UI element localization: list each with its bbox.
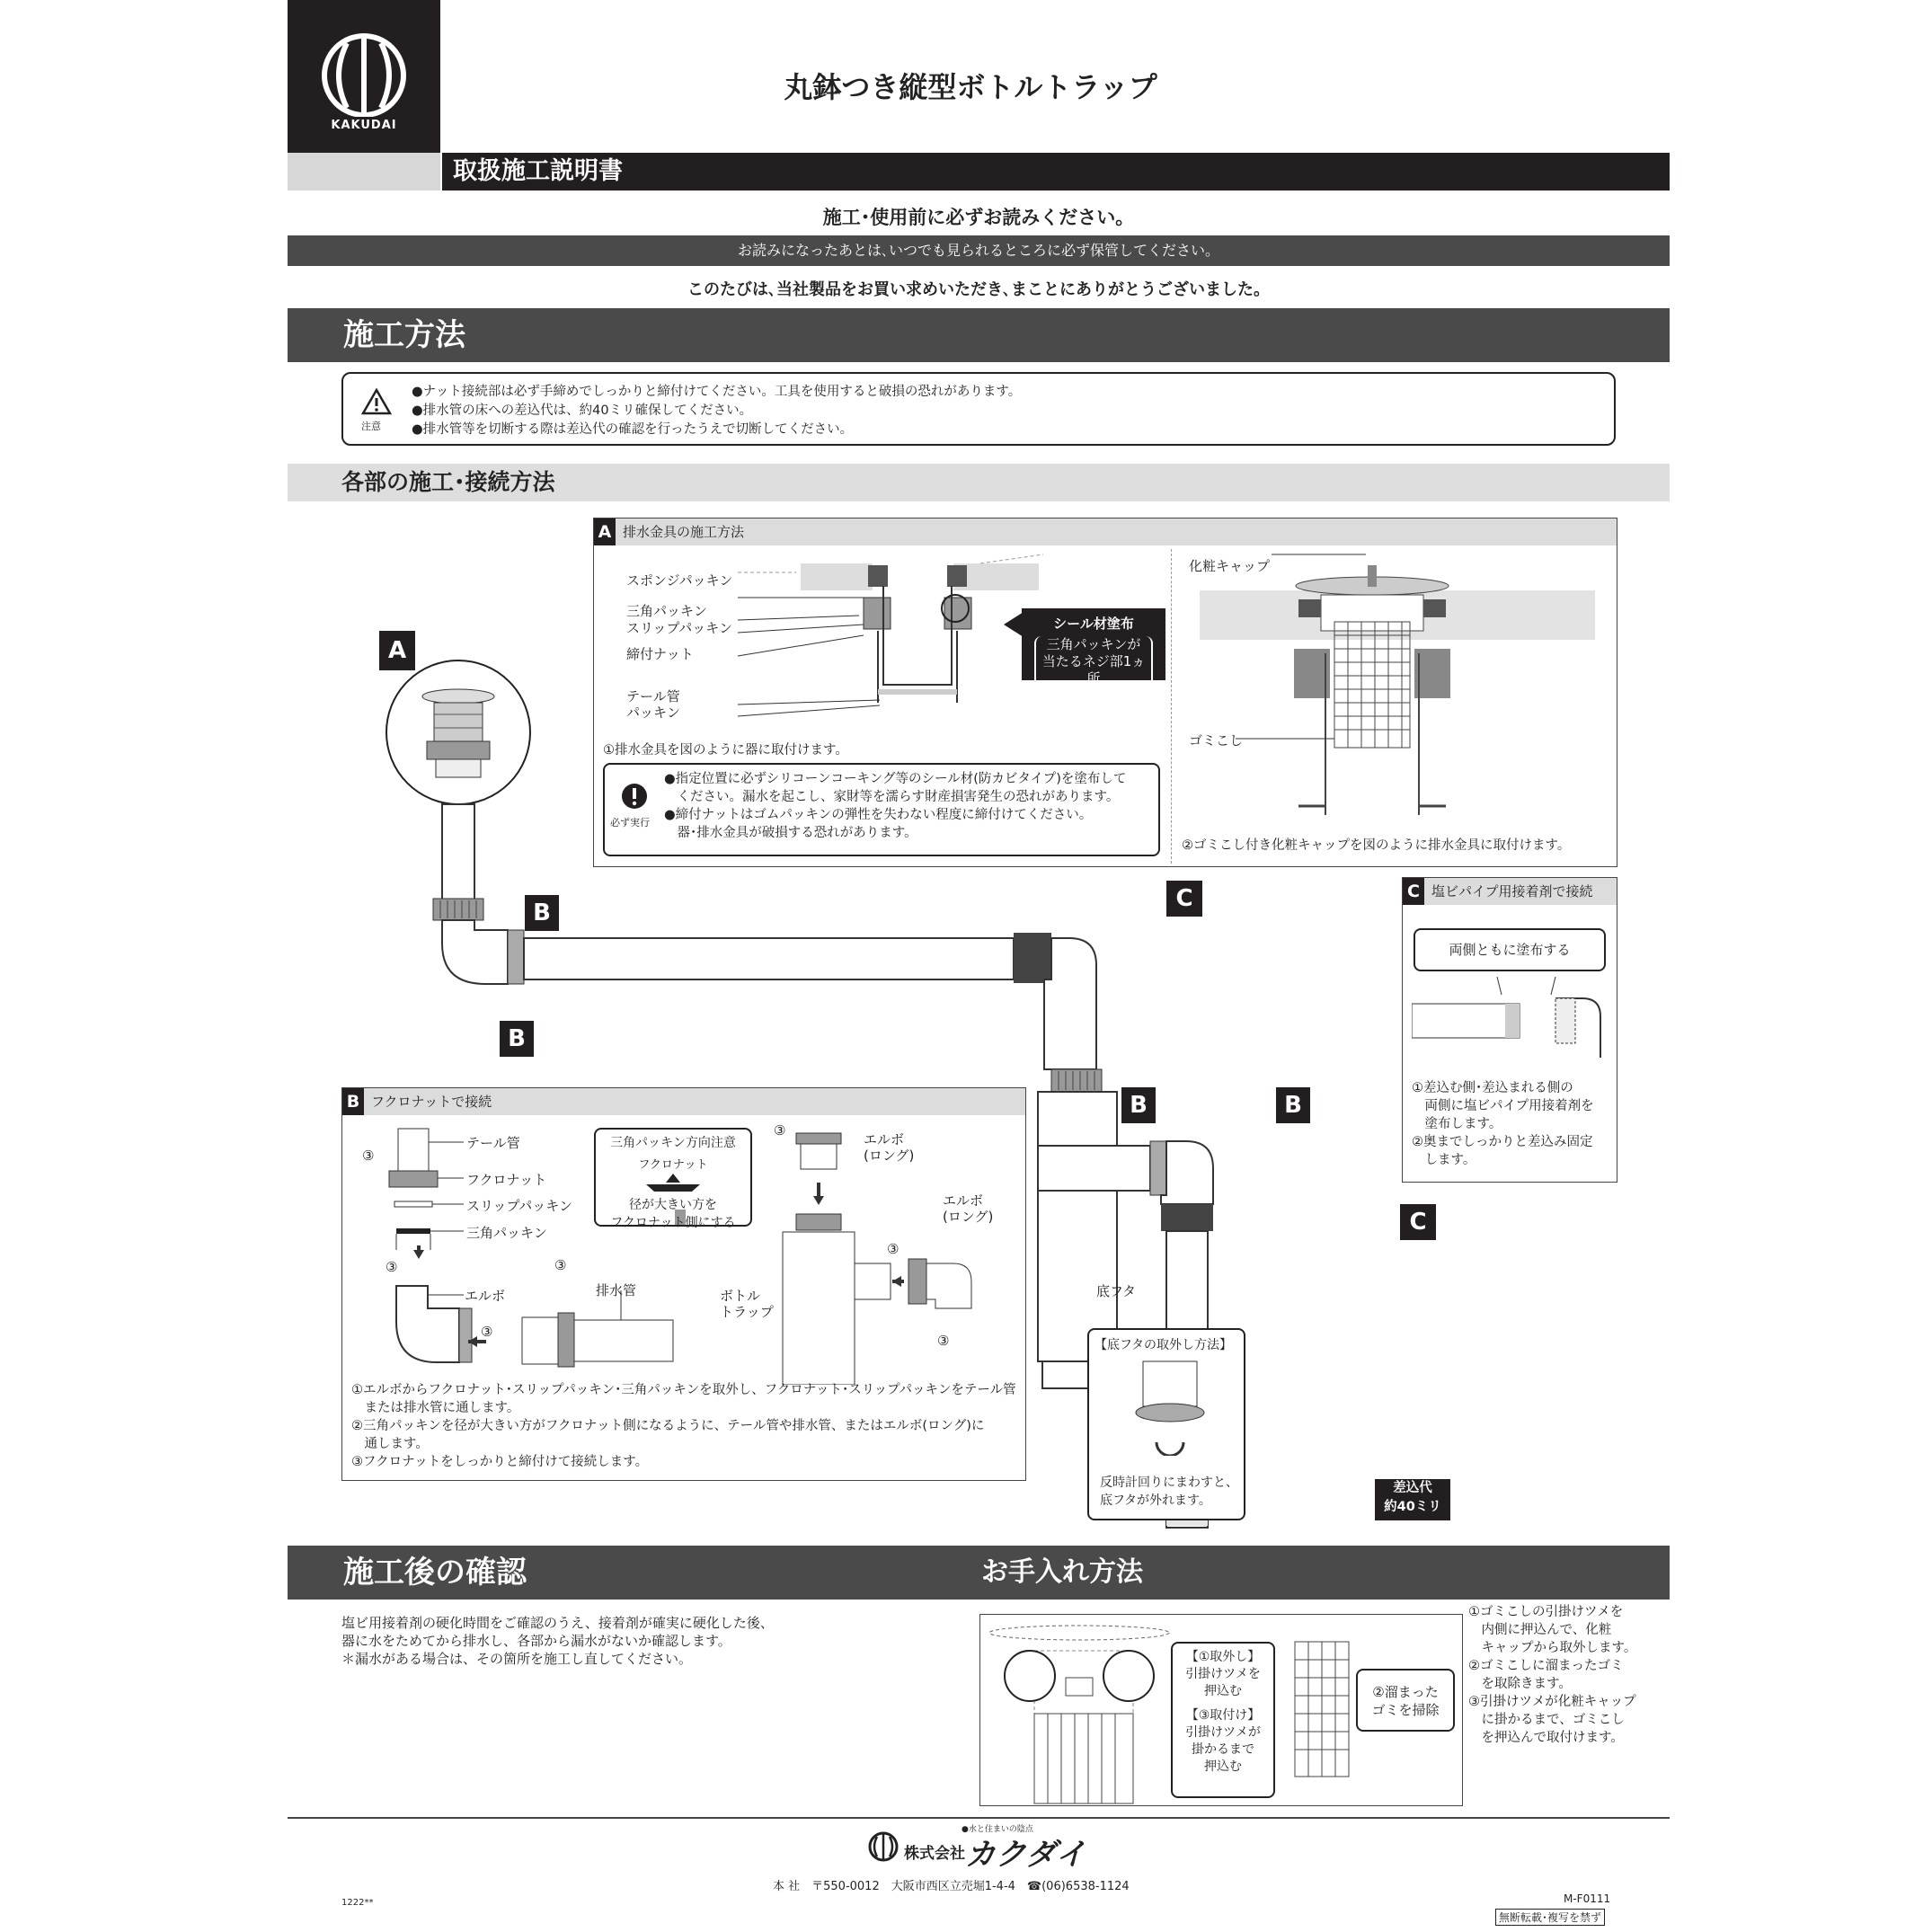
label-elbow-long: エルボ [864, 1131, 905, 1148]
care-note: に掛かるまで、ゴミこし [1468, 1713, 1625, 1727]
keep-notice: お読みになったあとは､いつでも見られるところに必ず保管してください。 [288, 235, 1670, 266]
seal-callout-line: 三角パッキンが [1046, 636, 1141, 652]
seal-callout-title: シール材塗布 [1053, 616, 1134, 632]
care-note: 内側に押込んで、化粧 [1468, 1623, 1612, 1637]
remove-attach-box [1171, 1642, 1275, 1798]
panel-c-note: ①差込む側･差込まれる側の [1412, 1081, 1573, 1095]
must-do-line: ●指定位置に必ずシリコーンコーキング等のシール材(防カビタイプ)を塗布して [664, 772, 1127, 786]
seal-callout-line: 当たるネジ部1ヵ所 [1041, 653, 1146, 687]
warning-icon [361, 388, 392, 415]
kakudai-logo [288, 0, 440, 153]
care-diagram-box [979, 1614, 1463, 1806]
panel-c-title: 塩ビパイプ用接着剤で接続 [1431, 883, 1593, 900]
care-note: キャップから取外します。 [1468, 1641, 1637, 1655]
panel-b-note: または排水管に通します。 [351, 1401, 520, 1415]
panel-c-note: します。 [1412, 1153, 1476, 1167]
panel-b-note: ②三角パッキンを径が大きい方がフクロナット側になるように、テール管や排水管、またはエルボ(ロング)に [351, 1419, 985, 1433]
label-drain-pipe: 排水管 [596, 1282, 637, 1298]
label-elbow-long: (ロング) [943, 1209, 994, 1225]
remove-line: 押込む [1204, 1684, 1242, 1698]
panel-b-note: ①エルボからフクロナット･スリップパッキン･三角パッキンを取外し、フクロナット･スリップパッキンをテール管 [351, 1383, 1016, 1397]
panel-a-title: 排水金具の施工方法 [623, 524, 745, 540]
step-mark: ③ [481, 1324, 493, 1340]
care-note: ②ゴミこしに溜まったゴミ [1468, 1659, 1624, 1673]
caution-line: ●排水管の床への差込代は、約40ミリ確保してください。 [412, 403, 753, 418]
insert-length-line: 約40ミリ [1384, 1500, 1441, 1514]
label-union-nut: フクロナット [466, 1172, 547, 1188]
footer-address: 本 社 〒550-0012 大阪市西区立売堀1-4-4 ☎(06)6538-1124 [773, 1880, 1130, 1893]
label-sponge-packing: スポンジパッキン [626, 572, 733, 589]
footer-tagline: ●水と住まいの陰点 [962, 1825, 1033, 1834]
care-heading: お手入れ方法 [981, 1556, 1143, 1588]
remove-title: 【①取外し】 [1185, 1650, 1261, 1664]
remove-line: 引掛けツメを [1185, 1667, 1261, 1681]
label-slip-packing: スリップパッキン [626, 620, 733, 636]
must-do-line: ●締付ナットはゴムパッキンの弾性を失わない程度に締付けてください。 [664, 808, 1093, 822]
footer-revision: 1222** [341, 1898, 374, 1908]
step-mark: ③ [937, 1333, 950, 1349]
attach-line: 押込む [1204, 1759, 1242, 1774]
tag-c-marker: C [1400, 1204, 1436, 1240]
attach-title: 【③取付け】 [1185, 1708, 1261, 1723]
direction-nut: フクロナット [638, 1158, 708, 1172]
footer-code: M-F0111 [1564, 1892, 1611, 1905]
panel-b-title: フクロナットで接続 [371, 1094, 492, 1110]
label-tail-pipe: テール管 [626, 688, 680, 705]
step-mark: ③ [887, 1241, 900, 1257]
tag-c-marker: C [1166, 881, 1202, 917]
trash-line: ゴミを掃除 [1371, 1702, 1440, 1718]
attach-line: 引掛けツメが [1185, 1725, 1261, 1740]
install-heading: 施工方法 [288, 308, 1670, 362]
panel-b-note: ③フクロナットをしっかりと締付けて接続します。 [351, 1455, 649, 1469]
attach-line: 掛かるまで [1192, 1742, 1254, 1757]
panel-a-step-1: ①排水金具を図のように器に取付けます。 [603, 743, 848, 758]
care-note: を押込んで取付けます。 [1468, 1731, 1624, 1745]
step-mark: ③ [386, 1259, 398, 1275]
panel-c [1402, 877, 1617, 1183]
label-tightening-nut: 締付ナット [626, 646, 694, 662]
tag-b-marker: B [525, 895, 559, 931]
direction-line: フクロナット側にする [610, 1216, 736, 1230]
panel-b-note: 通します。 [351, 1437, 429, 1451]
footer-copyright: 無断転載･複写を禁ず [1495, 1909, 1605, 1926]
footer-divider [288, 1817, 1670, 1819]
panel-b-letter: B [342, 1088, 364, 1115]
tag-b-marker: B [500, 1021, 534, 1057]
label-triangle-packing: 三角パッキン [626, 603, 707, 619]
read-before-notice: 施工･使用前に必ずお読みください。 [822, 207, 1135, 228]
tag-a-marker: A [379, 631, 415, 670]
must-do-label: 必ず実行 [610, 817, 650, 829]
triangle-packing-icon [646, 1184, 700, 1192]
label-bottom-cap: 底フタ [1096, 1283, 1136, 1299]
callout-both-sides: 両側ともに塗布する [1414, 928, 1606, 971]
panel-c-note: 両側に塩ビパイプ用接着剤を [1412, 1099, 1594, 1113]
page-title: 丸鉢つき縦型ボトルトラップ [784, 70, 1157, 104]
insert-length-tag [1375, 1479, 1450, 1520]
label-tail-pipe: テール管 [466, 1135, 520, 1151]
panel-a-letter: A [594, 518, 616, 545]
step-mark: ③ [362, 1148, 375, 1164]
label-tail-packing: パッキン [626, 705, 680, 721]
clean-trash-box [1356, 1669, 1455, 1732]
insert-length-line: 差込代 [1393, 1481, 1432, 1495]
caution-line: ●ナット接続部は必ず手締めでしっかりと締付けてください。工具を使用すると破損の恐れがあります。 [412, 385, 1022, 399]
footer-company: カクダイ [965, 1837, 1086, 1873]
thanks-message: このたびは､当社製品をお買い求めいただき､まことにありがとうございました。 [687, 280, 1270, 299]
header-strip [288, 153, 440, 191]
doc-type-bar: 取扱施工説明書 [442, 153, 1670, 191]
care-note: を取除きます。 [1468, 1677, 1572, 1691]
label-strainer: ゴミこし [1189, 732, 1244, 749]
panel-c-note: 塗布します。 [1412, 1117, 1502, 1131]
step-mark: ③ [554, 1257, 567, 1273]
label-elbow-long: エルボ [943, 1192, 984, 1209]
label-bottle: ボトル [720, 1288, 761, 1304]
bottom-cap-removal-box [1087, 1328, 1245, 1520]
panel-b [341, 1087, 1026, 1481]
footer-company-prefix: 株式会社 [904, 1845, 965, 1863]
footer-logo-icon [868, 1831, 899, 1862]
panel-c-letter: C [1403, 878, 1424, 905]
label-triangle-packing: 三角パッキン [466, 1225, 547, 1241]
direction-line: 径が大きい方を [629, 1198, 717, 1212]
after-install-line: 塩ビ用接着剤の硬化時間をご確認のうえ、接着剤が確実に硬化した後、 [341, 1615, 774, 1631]
removal-title: 【底フタの取外し方法】 [1095, 1338, 1233, 1352]
up-arrow-icon [666, 1174, 680, 1183]
care-note: ③引掛けツメが化粧キャップ [1468, 1695, 1636, 1709]
panel-c-note: ②奥までしっかりと差込み固定 [1412, 1135, 1593, 1149]
tag-b-marker: B [1276, 1087, 1310, 1123]
trash-line: ②溜まった [1372, 1684, 1439, 1700]
after-install-heading: 施工後の確認 [343, 1555, 527, 1591]
caution-box [341, 372, 1616, 446]
logo-text: KAKUDAI [331, 119, 397, 132]
must-do-line: 器･排水金具が破損する恐れがあります。 [664, 826, 917, 840]
care-note: ①ゴミこしの引掛けツメを [1468, 1605, 1624, 1619]
panel-a-step-2: ②ゴミこし付き化粧キャップを図のように排水金具に取付けます。 [1182, 838, 1571, 853]
caution-label: 注意 [361, 421, 381, 432]
caution-line: ●排水管等を切断する際は差込代の確認を行ったうえで切断してください。 [412, 422, 854, 437]
after-install-line: 器に水をためてから排水し、各部から漏水がないか確認します。 [341, 1633, 731, 1649]
direction-title: 三角パッキン方向注意 [610, 1136, 736, 1150]
after-install-line: ＊漏水がある場合は、その箇所を施工し直してください。 [341, 1651, 693, 1667]
must-do-line: ください。漏水を起こし、家財等を濡らす財産損害発生の恐れがあります。 [664, 790, 1120, 804]
label-trap: トラップ [720, 1304, 774, 1320]
removal-line: 反時計回りにまわすと、 [1100, 1476, 1238, 1490]
pvc-joint-diagram [1412, 977, 1609, 1058]
removal-line: 底フタが外れます。 [1100, 1493, 1211, 1508]
tag-b-marker: B [1121, 1087, 1156, 1123]
sub-heading: 各部の施工･接続方法 [288, 464, 1670, 501]
step-mark: ③ [774, 1122, 786, 1139]
bottom-cap-icon [1125, 1357, 1215, 1456]
logo-mark-icon [288, 0, 440, 117]
label-cosmetic-cap: 化粧キャップ [1189, 558, 1271, 574]
label-elbow: エルボ [465, 1288, 506, 1304]
label-elbow-long: (ロング) [864, 1148, 915, 1164]
triangle-packing-direction-box [594, 1128, 752, 1230]
label-slip-packing: スリップパッキン [466, 1198, 573, 1214]
